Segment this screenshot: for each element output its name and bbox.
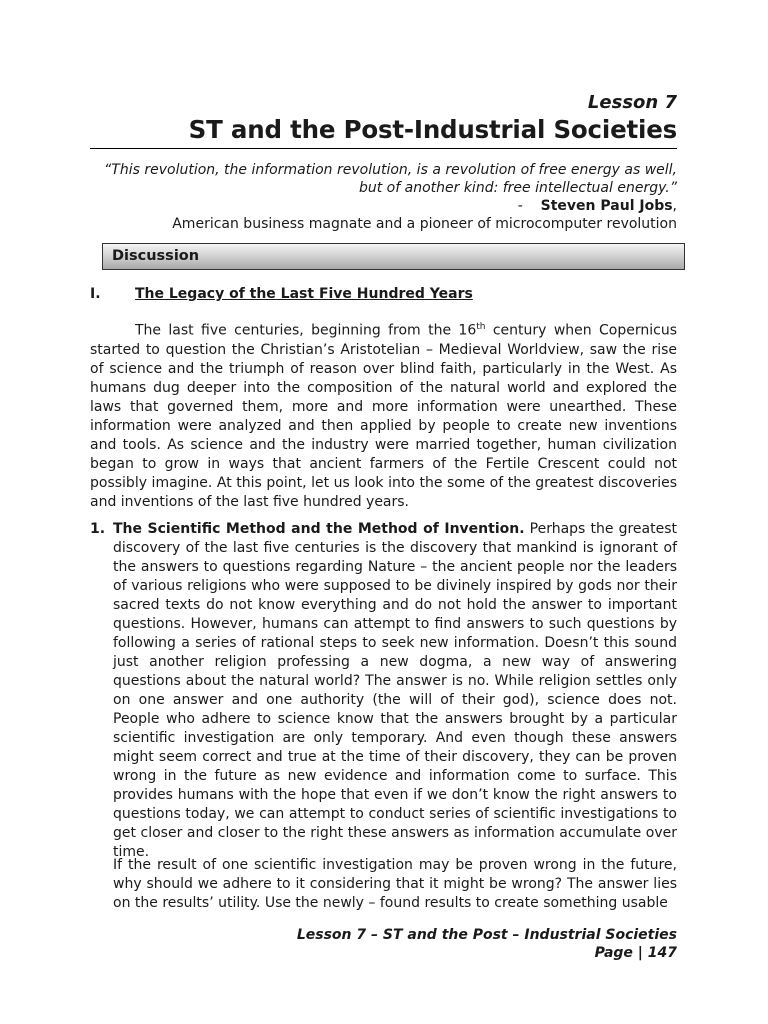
title-divider [90,148,677,149]
page-footer [90,926,677,962]
quote-line-2: but of another kind: free intellectual energy.” [358,180,677,196]
attribution-dash: - [517,198,523,214]
ordinal-superscript: th [476,322,486,332]
epigraph-quote [90,161,677,233]
section-number: I. [90,286,101,302]
quote-line-1: “This revolution, the information revolution, is a revolution of free energy as well, [104,162,677,178]
discussion-banner [102,243,685,270]
author-description: American business magnate and a pioneer of microcomputer revolution [172,216,677,232]
item-text: Perhaps the greatest discovery of the last five centuries is the discovery that mankind is ignorant of the answers to questions regarding Nature – the ancient people nor the leaders of various religions who were supposed to be divinely inspired by gods nor their sacred texts do not know everything and do not hold the answer to important questions. However, humans can attempt to find answers to such questions by following a series of rational steps to seek new information. Doesn’t this sound just another religion professing a new dogma, a new way of answering questions about the natural world? The answer is no. While religion settles only on one answer and one authority (the will of their god), science does not. People who adhere to science know that the answers brought by a particular scientific investigation are only temporary. And even though these answers might seem correct and true at the time of their discovery, they can be proven wrong in the future as new evidence and information come to surface. This provides humans with the hope that even if we don’t know the right answers to questions today, we can attempt to conduct series of scientific investigations to get closer and closer to the right these answers as information accumulate over time. [113,521,677,860]
author-suffix: , [672,198,677,214]
item-body [113,520,677,862]
page-number: Page | 147 [594,945,677,961]
paragraph-1-start: The last five centuries, beginning from the 16 [135,322,477,339]
discussion-label: Discussion [112,248,200,264]
item-number: 1. [90,521,106,537]
body-paragraph-1 [90,318,677,512]
quote-author: Steven Paul Jobs [540,198,673,214]
footer-running-title: Lesson 7 – ST and the Post – Industrial Societies [296,927,677,943]
lesson-title: ST and the Post-Industrial Societies [188,115,677,144]
paragraph-1-rest: century when Copernicus started to question the Christian’s Aristotelian – Medieval Worldview, saw the rise of science and the triumph of reason over blind faith, particularly in the West. As humans dug deeper into the composition of the natural world and explored the laws that governed them, more and more information were unearthed. These information were analyzed and then applied by people to create new inventions and tools. As science and the industry were married together, human civilization began to grow in ways that ancient farmers of the Fertile Crescent could not possibly imagine. At this point, let us look into the some of the greatest discoveries and inventions of the last five hundred years. [90,322,677,510]
quote-attribution [90,197,677,215]
numbered-item-1 [90,520,677,862]
section-title: The Legacy of the Last Five Hundred Years [135,286,473,302]
item-title: The Scientific Method and the Method of Invention. [113,521,525,537]
lesson-number: Lesson 7 [587,92,677,113]
body-paragraph-2: If the result of one scientific investigation may be proven wrong in the future, why should we adhere to it considering that it might be wrong? The answer lies on the results’ utility. Use the newly – found results to create something usable [113,857,677,911]
